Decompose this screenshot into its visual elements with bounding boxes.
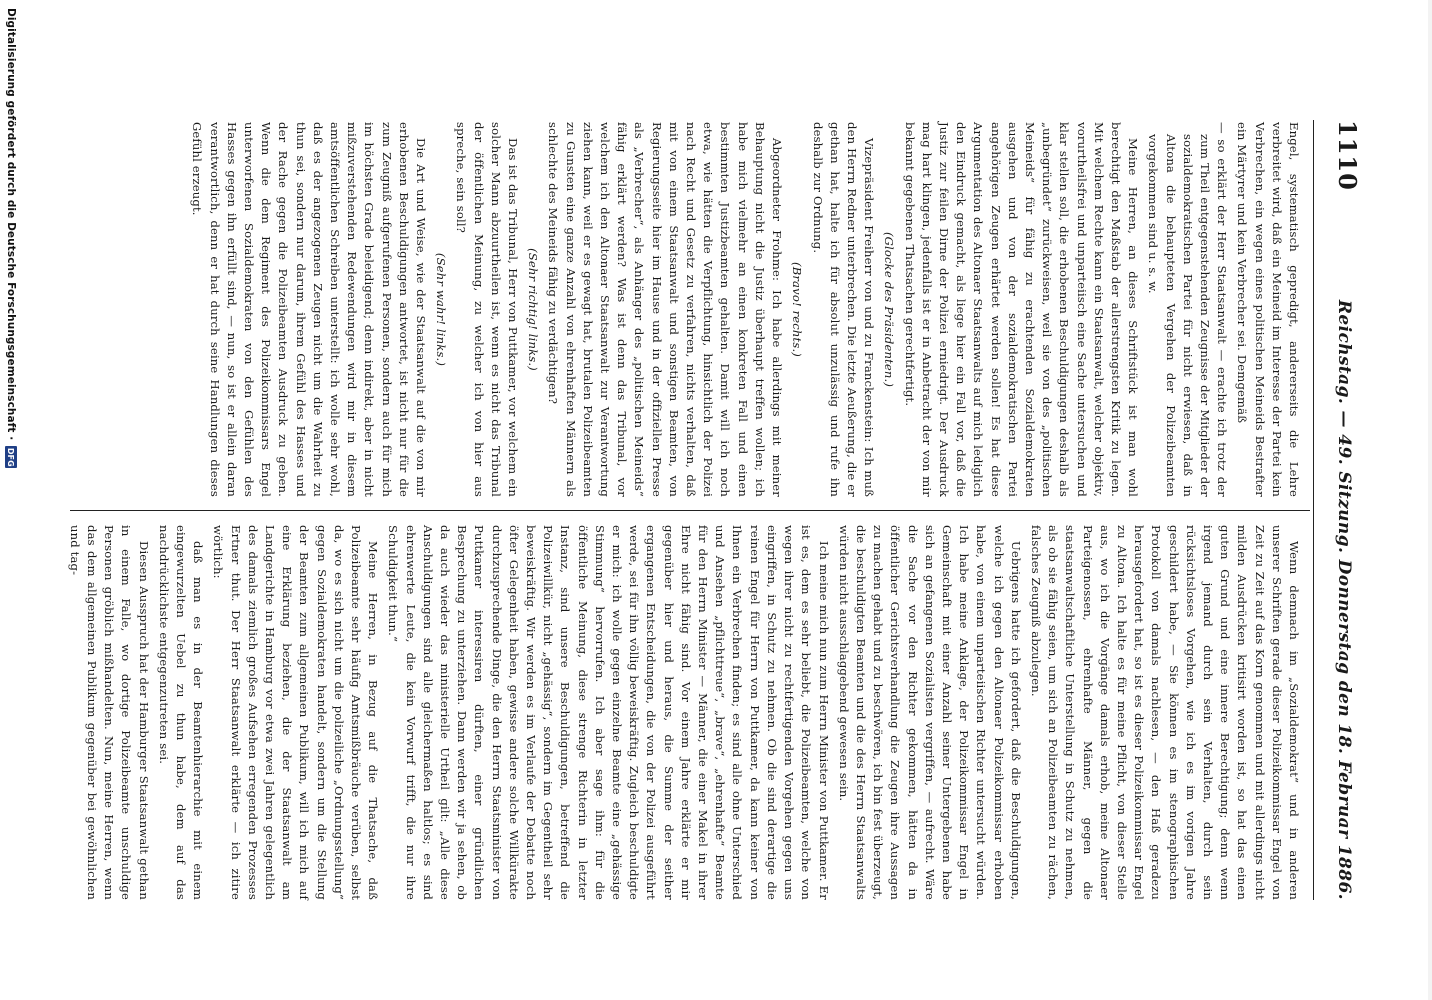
digitization-credit <box>0 0 22 1000</box>
paragraph: Uebrigens hatte ich gefordert, daß die Beschuldigungen, welche ich gegen den Altonaer Polizeikommissar erhoben habe, von einem unparteiischen Richter untersucht würden. Ich habe meine Anklage, der Polizeikommissar Engel in Gemeinschaft mit einer Anzahl seiner Untergebenen habe sich an gefangenen Sozialisten vergriffen, — aufrecht. Wäre die Sache vor den Richter gekommen, hätten da in öffentlicher Gerichtsverhandlung die Zeugen ihre Aussagen zu machen gehabt und zu beschwören, ich bin fest überzeugt, die beschuldigten Beamten und die des Herrn Staatsanwalts würden nicht ausschlaggebend gewesen sein. <box>836 525 1023 900</box>
scan-edge <box>1428 0 1432 1000</box>
paragraph: daß man es in der Beamtenhierarchie mit einem eingewurzelten Uebel zu thun habe, dem auf das nachdrücklichste entgegenzutreten sei. <box>156 525 206 900</box>
paragraph: — so erklärt der Herr Staatsanwalt — erachte ich trotz der zum Theil entgegenstehenden Zeugnisse der Mitglieder der sozialdemokratischen Partei für nicht erwiesen, daß in Altona die behaupteten Vergehen der Polizeibeamten vorgekommen sind u. s. w. <box>1146 122 1230 497</box>
interjection: (Glocke des Präsidenten.) <box>882 231 897 388</box>
paragraph: Meine Herren, an dieses Schriftstück ist man wohl berechtigt den Maßstab der allerstrengsten Kritik zu legen. Mit welchem Rechte kann ein Staatsanwalt, welcher objektiv, vorurtheilsfrei und unparteiisch eine Sache untersuchen und klar stellen soll, die erhobenen Beschuldigungen deshalb als „unbegründet“ zurückweisen, weil sie von des „politischen Meineids“ für fähig zu erachtenden Sozialdemokraten ausgehen und von der sozialdemokratischen Partei angehörigen Zeugen erhärtet werden sollen! Es hat diese Argumentation des Altonaer Staatsanwalts auf mich lediglich den Eindruck gemacht, als liege hier ein Fall vor, daß die Justiz zur feilen Dirne der Polizei erniedrigt. Der Ausdruck mag hart klingen, jedenfalls ist er in Anbetracht der von mir bekannt gegebenen Thatsachen gerechtfertigt. <box>902 122 1141 497</box>
interjection: (Sehr wahr! links.) <box>434 252 449 367</box>
paragraph: Abgeordneter Frohme: Ich habe allerdings mit meiner Behauptung nicht die Justiz überhaupt treffen wollen; ich habe mich vielmehr an einen konkreten Fall und einen bestimmten Justizbeamten gehalten. Damit will ich noch etwa, wie hätten die Verpflichtung, hinsichtlich der Polizei nach Recht und Gesetz zu verfahren, nichts verhalten, daß mit von einem Staatsanwalt und sonstigen Beamten, von Regierungsseite hier im Hause und in der offiziellen Presse als „Verbrecher“, als Anhänger des „politischen Meineids“ fähig erklärt werden? Was ist denn das Tribunal, vor welchem ich den Altonaer Staatsanwalt zur Verantwortung ziehen kann, weil er es gewagt hat, brutalen Polizeibeamten zu Gunsten eine ganze Anzahl von ehrenhaften Männern als schlechte des Meineids fähig zu verdächtigen? <box>546 122 785 497</box>
paragraph: Engel, systematisch gepredigt, andererseits die Lehre verbreitet wird, daß ein Meineid im Interesse der Partei kein Verbrechen, ein wegen eines politischen Meineids Bestrafter ein Märtyrer und kein Verbrecher sei. Demgemäß <box>1235 122 1301 497</box>
header-rule <box>1313 120 1314 900</box>
left-column <box>72 122 1302 497</box>
interjection: (Sehr richtig! links.) <box>526 248 541 371</box>
page-header <box>1322 120 1362 900</box>
paragraph: Vizepräsident Freiherr von und zu Franckenstein: Ich muß den Herrn Redner unterbrechen. Die letzte Aeußerung, die er gethan hat, halte ich für absolut unzulässig und rufe ihn deshalb zur Ordnung. <box>810 122 877 497</box>
paragraph: Die Art und Weise, wie der Staatsanwalt auf die von mir erhobenen Beschuldigungen antwortet, ist nicht nur für die zum Zeugniß aufgerufenen Personen, sondern auch für mich im höchsten Grade beleidigend; denn indirekt, aber in nicht mißzuverstehenden Redewendungen wird mir in diesem amtsöffentlichen Schreiben unterstellt: ich wolle sehr wohl, daß es der angezogenen Zeugen nicht um die Wahrheit zu thun sei, sondern nur darum, ihrem Gefühl des Hasses und der Rache gegen die Polizeibeamten Ausdruck zu geben. Wenn die dem Regiment des Polizeikommissars Engel unterworfenen Sozialdemokraten von den Gefühlen des Hasses gegen ihn erfüllt sind, — nun, so ist er allein daran verantwortlich, denn er hat durch seine Handlungen dieses Gefühl erzeugt. <box>190 122 429 497</box>
paragraph: Wenn demnach im „Sozialdemokrat“ und in anderen unserer Schriften gerade dieser Polizeikommissar Engel von Zeit zu Zeit auf das Korn genommen und mit allerdings nicht milden Ausdrücken kritisirt worden ist, so hat das einen guten Grund und eine innere Berechtigung; denn wenn irgend jemand durch sein Verhalten, durch sein rücksichtsloses Vorgehen, wie ich es im vorigen Jahre geschildert habe, — Sie können es im stenographischen Protokoll von damals nachlesen, — den Haß geradezu herausgefordert hat, so ist es dieser Polizeikommissar Engel zu Altona. Ich halte es für meine Pflicht, von dieser Stelle aus, wo ich die Vorgänge damals erhob, meine Altonaer Parteigenossen, ehrenhafte Männer, gegen die staatsanwaltschaftliche Unterstellung in Schutz zu nehmen, als ob sie fähig seien, um sich an Polizeibeamten zu rächen, falsches Zeugniß abzulegen. <box>1028 525 1301 900</box>
right-column <box>67 525 1302 900</box>
dfg-logo: DFG <box>6 447 16 467</box>
paragraph: Diesen Ausspruch hat der Hamburger Staatsanwalt gethan in einem Falle, wo dortige Polizeibeamte unschuldige Personen gröblich mißhandelten. Nun, meine Herren, wenn das dem allgemeinen Publikum gegenüber bei gewöhnlichen und tag- <box>67 525 151 900</box>
paragraph: Das ist das Tribunal, Herr von Puttkamer, vor welchem ein solcher Mann abzuurtheilen ist, wenn es nicht das Tribunal der öffentlichen Meinung, zu welcher ich von hier aus spreche, sein soll? <box>454 122 521 497</box>
interjection: (Bravo! rechts.) <box>790 262 805 357</box>
page-number: 1110 <box>1333 120 1362 191</box>
running-head: Reichstag. — 49. Sitzung. Donnerstag den 18. Februar 1886. <box>1334 299 1354 900</box>
credit-text: Digitalisierung gefördert durch die Deutsche Forschungsgemeinschaft · <box>5 8 17 441</box>
paragraph: Meine Herren, in Bezug auf die Thatsache, daß Polizeibeamte sehr häufig Amtsmißbräuche verüben, selbst da, wo es sich nicht um die polizeiliche „Ordnungsstellung“ gegen Sozialdemokraten handelt, sondern um die Stellung der Beamten zum allgemeinen Publikum, will ich mich auf eine Erklärung beziehen, die der Staatsanwalt am Landgerichte in Hamburg vor etwa zwei Jahren gelegentlich des damals ziemlich großes Aufsehen erregenden Prozesses Ertner thut. Der Herr Staatsanwalt erklärte — ich zitire wörtlich: <box>211 525 381 900</box>
paragraph: Ich meine mich nun zum Herrn Minister von Puttkamer. Er ist es, dem es sehr beliebt, die Polizeibeamten, welche von wegen ihrer nicht zu rechtfertigenden Vorgehen gegen uns eingriffen, in Schutz zu nehmen. Ob die sind derartige die reinen Engel für Herrn von Puttkamer, da kann keiner von Ihnen ein Verbrechen finden; es sind alle ohne Unterschied und Ansehen „pflichttreue“, „brave“, „ehrenhafte“ Beamte für den Herrn Minister — Männer, die einer Makel in ihrer Ehre nicht fähig sind. Vor einem Jahre erklärte er mir gegenüber hier und heraus, die Summe der seither ergangenen Entscheidungen, die von der Polizei ausgeführt werde, sei für ihn völlig beweiskräftig. Zugleich beschuldigte er mich: ich wolle gegen einzelne Beamte eine „gehässige Stimmung“ hervorrufen. Ich aber sage ihm: für die öffentliche Meinung, diese strenge Richterin in letzter Instanz, sind unsere Beschuldigungen, betreffend die Polizeiwillkür, nicht „gehässig“, sondern im Gegentheil sehr beweiskräftig. Wir werden es im Verlaufe der Debatte noch öfter Gelegenheit haben, gewisse andere solche Willkürakte durchzusprechende Dinge, die den Herrn Staatsminister von Puttkamer interessiren dürften, einer gründlichen Besprechung zu unterziehen. Dann werden wir ja sehen, ob da auch wieder das ministerielle Urtheil gilt: „Alle diese Anschuldigungen sind alle gleichermaßen haltlos; es sind ehrenwerte Leute, die kein Vorwurf trifft, die nur ihre Schuldigkeit thun.“ <box>386 525 831 900</box>
column-divider <box>70 510 1310 511</box>
